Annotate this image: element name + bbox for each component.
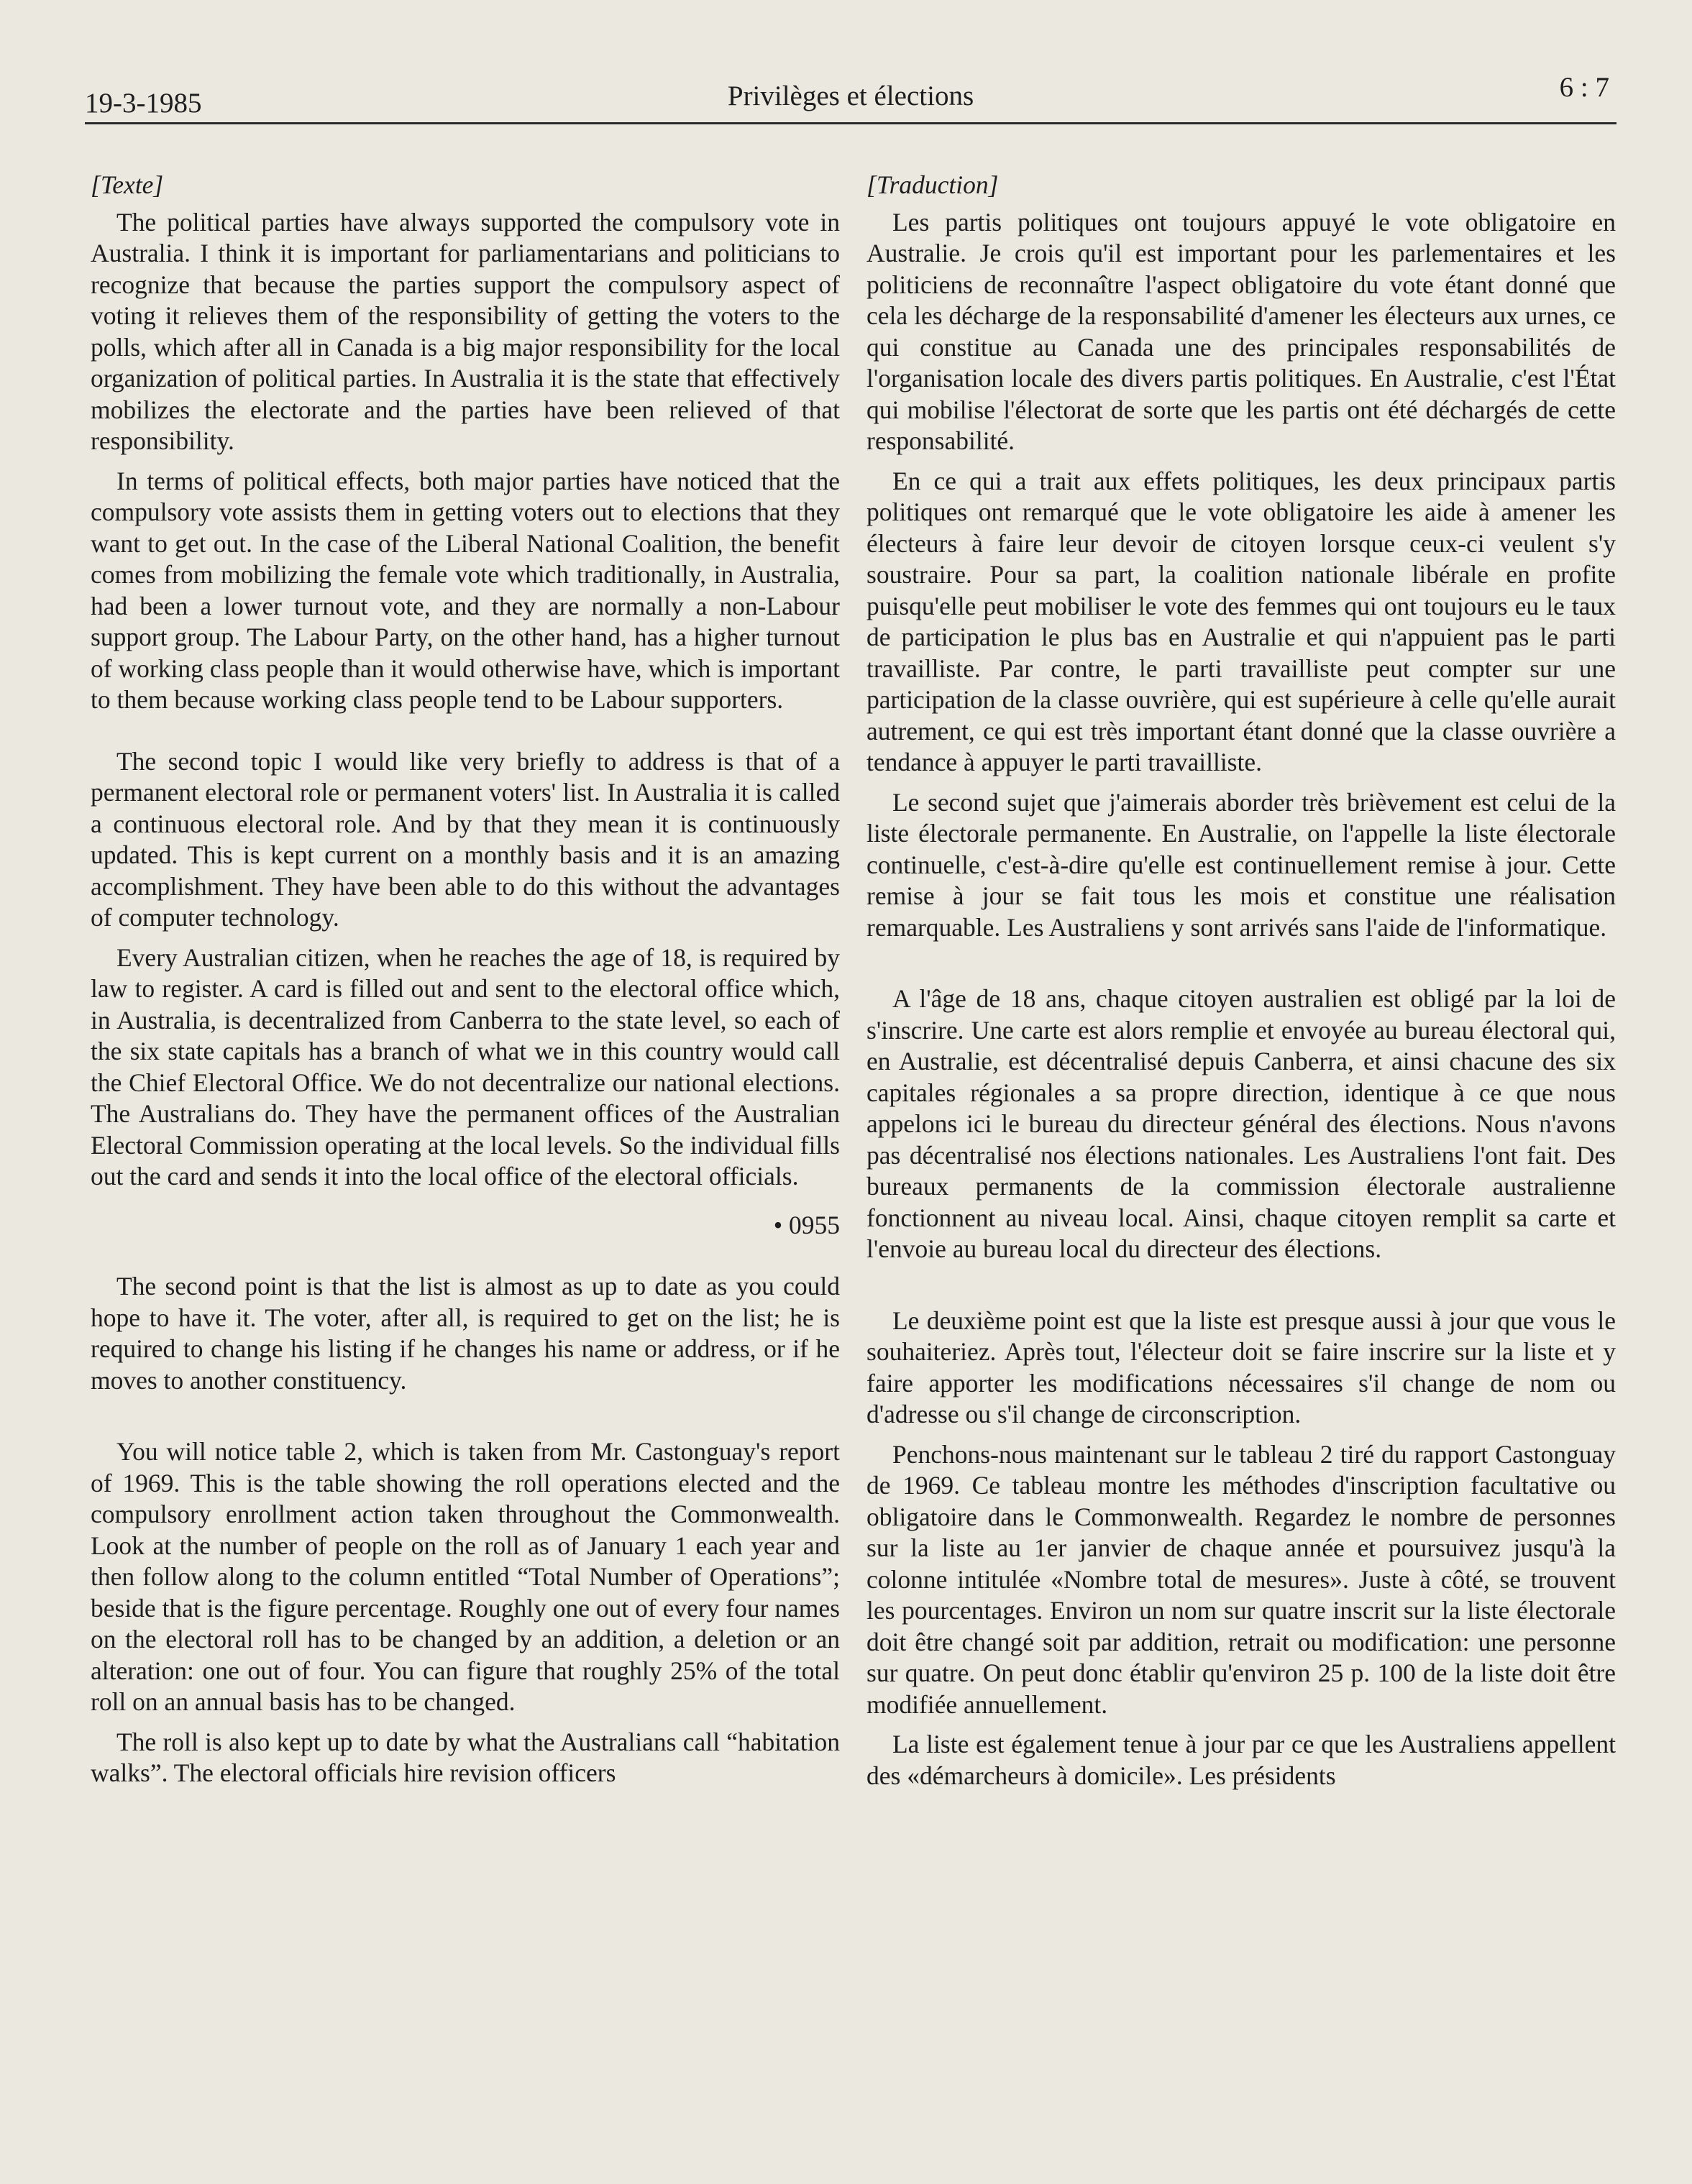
paragraph: In terms of political effects, both major parties have noticed that the compulsory vote assists them in getting voters out to elections that they want to get out. In the case of the Liberal National Coalition, the benefit comes from mobilizing the female vote which traditionally, in Australia, had been a lower turnout vote, and they are normally a non-Labour support group. The Labour Party, on the other hand, has a higher turnout of working class people than it would otherwise have, which is important to them because working class people tend to be Labour supporters. bbox=[91, 466, 840, 714]
paragraph: The second topic I would like very briefly to address is that of a permanent electoral role or permanent voters' list. In Australia it is called a continuous electoral role. And by that they mean it is continuously updated. This is kept current on a monthly basis and it is an amazing accomplishment. They have been able to do this without the advantages of computer technology. bbox=[91, 746, 840, 932]
translation-label: [Traduction] bbox=[866, 170, 999, 199]
paragraph: Every Australian citizen, when he reaches the age of 18, is required by law to register. A card is filled out and sent to the electoral office which, in Australia, is decentralized from Canberra to the state level, so each of the six state capitals has a branch of what we in this country would call the Chief Electoral Office. We do not decentralize our national elections. The Australians do. They have the permanent offices of the Australian Electoral Commission operating at the local levels. So the individual fills out the card and sends it into the local office of the electoral officials. bbox=[91, 942, 840, 1190]
header-title: Privilèges et élections bbox=[727, 81, 974, 111]
paragraph: Le deuxième point est que la liste est presque aussi à jour que vous le souhaiteriez. Après tout, l'électeur doit se faire inscrire sur la liste et y faire apporter les modifications nécessaires s'il change de nom ou d'adresse ou s'il change de circonscription. bbox=[866, 1306, 1616, 1428]
paragraph: La liste est également tenue à jour par ce que les Australiens appellent des «démarcheurs à domicile». Les présidents bbox=[866, 1730, 1616, 1790]
paragraph: The roll is also kept up to date by what the Australians call “habitation walks”. The electoral officials hire revision officers bbox=[91, 1727, 840, 1787]
english-column bbox=[91, 170, 840, 1789]
french-column bbox=[866, 170, 1616, 1791]
paragraph: Les partis politiques ont toujours appuyé le vote obligatoire en Australie. Je crois qu'il est important pour les parlementaires et les politiciens de reconnaître l'aspect obligatoire du vote étant donné que cela les décharge de la responsabilité d'amener les électeurs aux urnes, ce qui constitue au Canada une des principales responsabilités de l'organisation locale des divers partis politiques. En Australie, c'est l'État qui mobilise l'électorat de sorte que les partis ont été déchargés de cette responsabilité. bbox=[866, 207, 1616, 455]
paragraph: En ce qui a trait aux effets politiques, les deux principaux partis politiques ont remarqué que le vote obligatoire les aide à amener les électeurs à faire leur devoir de citoyen lorsque ceux-ci veulent s'y soustraire. Pour sa part, la coalition nationale libérale en profite puisqu'elle peut mobiliser le vote des femmes qui ont toujours eu le taux de participation le plus bas en Australie et qui n'appuient pas le parti travailliste. Par contre, le parti travailliste peut compter sur une participation de la classe ouvrière, qui est supérieure à celle qu'elle aurait autrement, ce qui est très important étant donné que la classe ouvrière a tendance à appuyer le parti travailliste. bbox=[866, 466, 1616, 776]
time-marker: • 0955 bbox=[773, 1210, 840, 1239]
paragraph: You will notice table 2, which is taken from Mr. Castonguay's report of 1969. This is the table showing the roll operations elected and the compulsory enrollment action taken throughout the Commonwealth. Look at the number of people on the roll as of January 1 each year and then follow along to the column entitled “Total Number of Operations”; beside that is the figure percentage. Roughly one out of every four names on the electoral roll has to be changed by an addition, a deletion or an alteration: one out of four. You can figure that roughly 25% of the total roll on an annual basis has to be changed. bbox=[91, 1437, 840, 1716]
header-rule bbox=[85, 122, 1616, 124]
page-header bbox=[85, 68, 1616, 126]
text-label: [Texte] bbox=[91, 170, 164, 199]
paragraph: The political parties have always supported the compulsory vote in Australia. I think it is important for parliamentarians and politicians to recognize that because the parties support the compulsory aspect of voting it relieves them of the responsibility of getting the voters to the polls, which after all in Canada is a big major responsibility for the local organization of political parties. In Australia it is the state that effectively mobilizes the electorate and the parties have been relieved of that responsibility. bbox=[91, 207, 840, 455]
paragraph: Penchons-nous maintenant sur le tableau 2 tiré du rapport Castonguay de 1969. Ce tableau montre les méthodes d'inscription facultative ou obligatoire dans le Commonwealth. Regardez le nombre de personnes sur la liste au 1er janvier de chaque année et poursuivez jusqu'à la colonne intitulée «Nombre total de mesures». Juste à côté, se trouvent les pourcentages. Environ un nom sur quatre inscrit sur la liste électorale doit être changé soit par addition, retrait ou modification: une personne sur quatre. On peut donc établir qu'environ 25 p. 100 de la liste doit être modifiée annuellement. bbox=[866, 1439, 1616, 1719]
header-date: 19-3-1985 bbox=[85, 88, 202, 119]
paragraph: Le second sujet que j'aimerais aborder très brièvement est celui de la liste électorale permanente. En Australie, on l'appelle la liste électorale continuelle, c'est-à-dire qu'elle est continuellement remise à jour. Cette remise à jour se fait tous les mois et constitue une réalisation remarquable. Les Australiens y sont arrivés sans l'aide de l'informatique. bbox=[866, 787, 1616, 942]
header-page-number: 6 : 7 bbox=[1559, 72, 1609, 103]
paragraph: A l'âge de 18 ans, chaque citoyen australien est obligé par la loi de s'inscrire. Une carte est alors remplie et envoyée au bureau électoral qui, en Australie, est décentralisé depuis Canberra, et ainsi chacune des six capitales régionales a sa propre direction, identique à ce que nous appelons ici le bureau du directeur général des élections. Nous n'avons pas décentralisé nos élections nationales. Les Australiens l'ont fait. Des bureaux permanents de la commission électorale australienne fonctionnent au niveau local. Ainsi, chaque citoyen remplit sa carte et l'envoie au bureau local du directeur des élections. bbox=[866, 984, 1616, 1263]
paragraph: The second point is that the list is almost as up to date as you could hope to have it. The voter, after all, is required to get on the list; he is required to change his listing if he changes his name or address, or if he moves to another constituency. bbox=[91, 1272, 840, 1395]
